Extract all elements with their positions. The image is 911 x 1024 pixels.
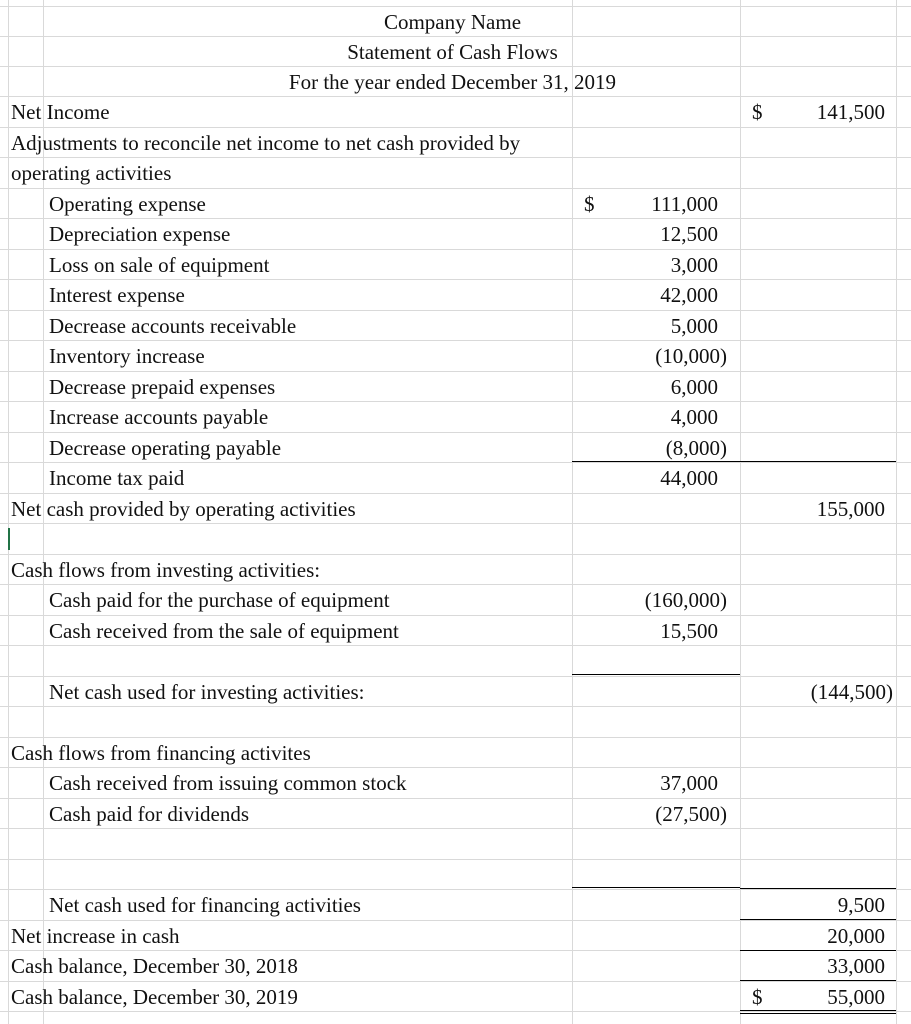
- net-financing-value: 9,500: [837, 893, 885, 917]
- investing-heading: Cash flows from investing activities:: [11, 558, 321, 582]
- operating-item-row[interactable]: [0, 250, 911, 280]
- net-increase-label: Net increase in cash: [11, 924, 180, 948]
- investing-item-row[interactable]: [0, 616, 911, 646]
- operating-item-row[interactable]: [0, 372, 911, 402]
- net-income-row[interactable]: [0, 97, 911, 127]
- net-increase-row[interactable]: [0, 921, 911, 951]
- net-financing-row[interactable]: [0, 890, 911, 920]
- ending-balance-row[interactable]: [0, 982, 911, 1012]
- subtotal-underline: [572, 461, 896, 462]
- item-label: Cash paid for the purchase of equipment: [49, 588, 390, 612]
- ending-balance-label: Cash balance, December 30, 2019: [11, 985, 298, 1009]
- item-label: Cash received from the sale of equipment: [49, 619, 399, 643]
- item-value: 3,000: [670, 253, 718, 277]
- adjustments-label: Adjustments to reconcile net income to net cash provided by: [11, 131, 521, 155]
- dollar-sign: $: [752, 100, 763, 124]
- operating-item-row[interactable]: [0, 280, 911, 310]
- net-financing-label: Net cash used for financing activities: [49, 893, 361, 917]
- item-value: 12,500: [660, 222, 718, 246]
- header-row[interactable]: [0, 37, 911, 67]
- net-income-value: 141,500: [816, 100, 885, 124]
- cell-cursor: [8, 528, 10, 550]
- item-label: Income tax paid: [49, 466, 185, 490]
- item-value: 111,000: [651, 192, 718, 216]
- item-value: (27,500): [655, 802, 727, 826]
- subtotal-underline: [740, 888, 896, 889]
- item-value: 37,000: [660, 771, 718, 795]
- financing-item-row[interactable]: [0, 799, 911, 829]
- adjustments-row[interactable]: [0, 128, 911, 158]
- item-value: 42,000: [660, 283, 718, 307]
- item-value: 44,000: [660, 466, 718, 490]
- item-label: Decrease operating payable: [49, 436, 282, 460]
- item-value: (10,000): [655, 344, 727, 368]
- item-label: Loss on sale of equipment: [49, 253, 270, 277]
- item-label: Decrease accounts receivable: [49, 314, 297, 338]
- item-value: 6,000: [670, 375, 718, 399]
- beginning-balance-row[interactable]: [0, 951, 911, 981]
- total-underline: [740, 919, 896, 920]
- net-investing-row[interactable]: [0, 677, 911, 707]
- grid-row-line: [0, 859, 911, 860]
- net-investing-value: (144,500): [810, 680, 893, 704]
- subtotal-underline: [572, 887, 740, 888]
- investing-heading-row[interactable]: [0, 555, 911, 585]
- operating-item-row[interactable]: [0, 341, 911, 371]
- net-investing-label: Net cash used for investing activities:: [49, 680, 365, 704]
- item-label: Cash paid for dividends: [49, 802, 250, 826]
- double-underline: [740, 1010, 896, 1011]
- statement-title: Statement of Cash Flows: [347, 40, 558, 64]
- beginning-balance-value: 33,000: [827, 954, 885, 978]
- net-operating-row[interactable]: [0, 494, 911, 524]
- subtotal-underline: [572, 674, 740, 675]
- item-label: Operating expense: [49, 192, 206, 216]
- net-increase-value: 20,000: [827, 924, 885, 948]
- beginning-balance-label: Cash balance, December 30, 2018: [11, 954, 298, 978]
- net-income-label: Net Income: [11, 100, 110, 124]
- statement-period: For the year ended December 31, 2019: [288, 70, 617, 94]
- ending-balance-value: 55,000: [827, 985, 885, 1009]
- total-underline: [740, 980, 896, 981]
- item-label: Cash received from issuing common stock: [49, 771, 407, 795]
- adjustments-label-cont: operating activities: [11, 161, 172, 185]
- financing-item-row[interactable]: [0, 768, 911, 798]
- operating-item-row[interactable]: [0, 189, 911, 219]
- operating-item-row[interactable]: [0, 463, 911, 493]
- header-row[interactable]: [0, 7, 911, 37]
- operating-item-row[interactable]: [0, 402, 911, 432]
- investing-item-row[interactable]: [0, 585, 911, 615]
- dollar-sign: $: [584, 192, 595, 216]
- item-value: (160,000): [644, 588, 727, 612]
- header-row[interactable]: [0, 67, 911, 97]
- item-label: Interest expense: [49, 283, 185, 307]
- net-operating-value: 155,000: [816, 497, 885, 521]
- financing-heading-row[interactable]: [0, 738, 911, 768]
- item-label: Depreciation expense: [49, 222, 231, 246]
- item-value: (8,000): [665, 436, 727, 460]
- operating-item-row[interactable]: [0, 433, 911, 463]
- financing-heading: Cash flows from financing activites: [11, 741, 311, 765]
- item-value: 5,000: [670, 314, 718, 338]
- item-value: 4,000: [670, 405, 718, 429]
- operating-item-row[interactable]: [0, 219, 911, 249]
- item-value: 15,500: [660, 619, 718, 643]
- net-operating-label: Net cash provided by operating activities: [11, 497, 356, 521]
- company-name: Company Name: [383, 10, 522, 34]
- adjustments-row[interactable]: [0, 158, 911, 188]
- item-label: Inventory increase: [49, 344, 205, 368]
- double-underline: [740, 1013, 896, 1014]
- operating-item-row[interactable]: [0, 311, 911, 341]
- item-label: Decrease prepaid expenses: [49, 375, 276, 399]
- dollar-sign: $: [752, 985, 763, 1009]
- item-label: Increase accounts payable: [49, 405, 269, 429]
